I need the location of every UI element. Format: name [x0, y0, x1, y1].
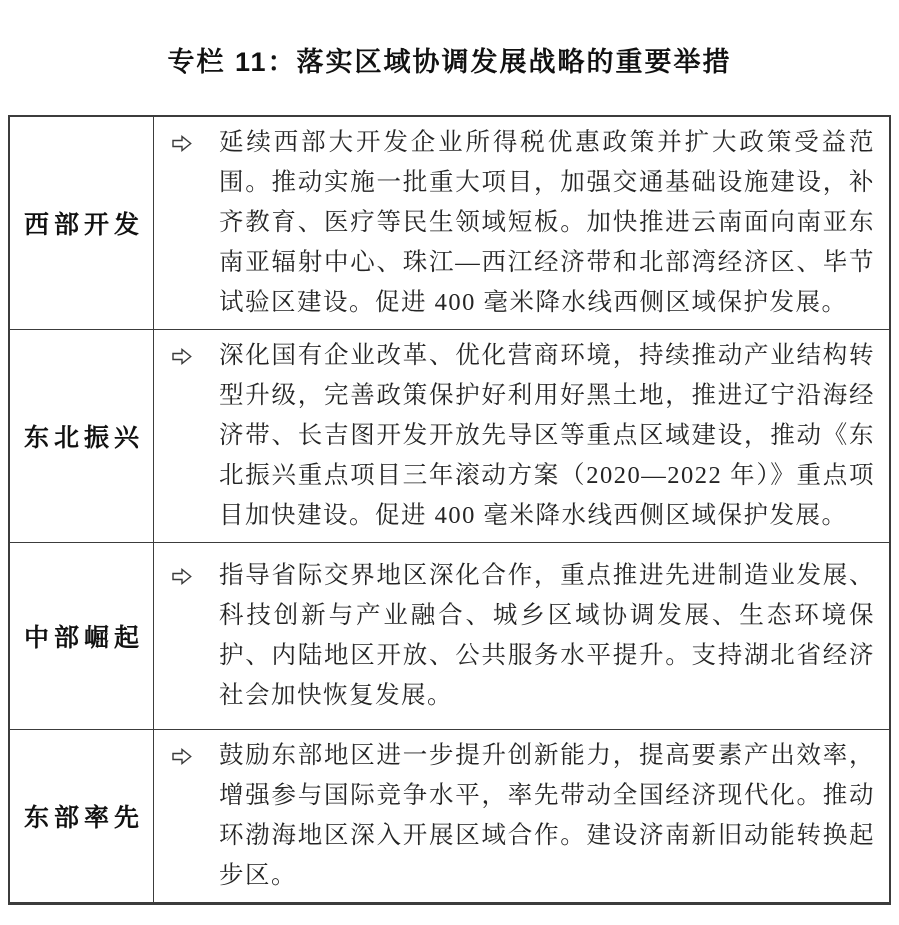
row-label-central-rise: 中部崛起 [10, 543, 154, 729]
row-content-cell [154, 543, 889, 729]
row-content-inner [172, 556, 875, 716]
table-row [10, 542, 889, 729]
row-text: 鼓励东部地区进一步提升创新能力，提高要素产出效率，增强参与国际竞争水平，率先带动全国经济现代化。推动环渤海地区深入开展区域合作。建设济南新旧动能转换起步区。 [219, 742, 875, 889]
table-row [10, 729, 889, 902]
row-content-inner [172, 736, 875, 896]
row-content-cell [154, 117, 889, 329]
row-text: 指导省际交界地区深化合作，重点推进先进制造业发展、科技创新与产业融合、城乡区域协调发展、生态环境保护、内陆地区开放、公共服务水平提升。支持湖北省经济社会加快恢复发展。 [219, 562, 875, 709]
policy-table [8, 115, 891, 905]
row-content-inner [172, 123, 875, 323]
row-text: 深化国有企业改革、优化营商环境，持续推动产业结构转型升级，完善政策保护好利用好黑土地，推进辽宁沿海经济带、长吉图开发开放先导区等重点区域建设，推动《东北振兴重点项目三年滚动方案（2020—2022 年）》重点项目加快建设。促进 400 毫米降水线西侧区域保护发展。 [219, 342, 875, 529]
row-content-cell [154, 330, 889, 542]
row-label-eastern-lead: 东部率先 [10, 730, 154, 902]
row-text: 延续西部大开发企业所得税优惠政策并扩大政策受益范围。推动实施一批重大项目，加强交通基础设施建设，补齐教育、医疗等民生领域短板。加快推进云南面向南亚东南亚辐射中心、珠江—西江经济带和北部湾经济区、毕节试验区建设。促进 400 毫米降水线西侧区域保护发展。 [219, 129, 875, 316]
table-row [10, 117, 889, 329]
row-content-cell [154, 730, 889, 902]
right-arrow-icon [172, 748, 192, 765]
right-arrow-icon [172, 348, 192, 365]
row-label-northeast-revitalization: 东北振兴 [10, 330, 154, 542]
right-arrow-icon [172, 135, 192, 152]
right-arrow-icon [172, 568, 192, 585]
row-content-inner [172, 336, 875, 536]
table-row [10, 329, 889, 542]
page-title: 专栏 11：落实区域协调发展战略的重要举措 [167, 47, 732, 77]
row-label-western-development: 西部开发 [10, 117, 154, 329]
